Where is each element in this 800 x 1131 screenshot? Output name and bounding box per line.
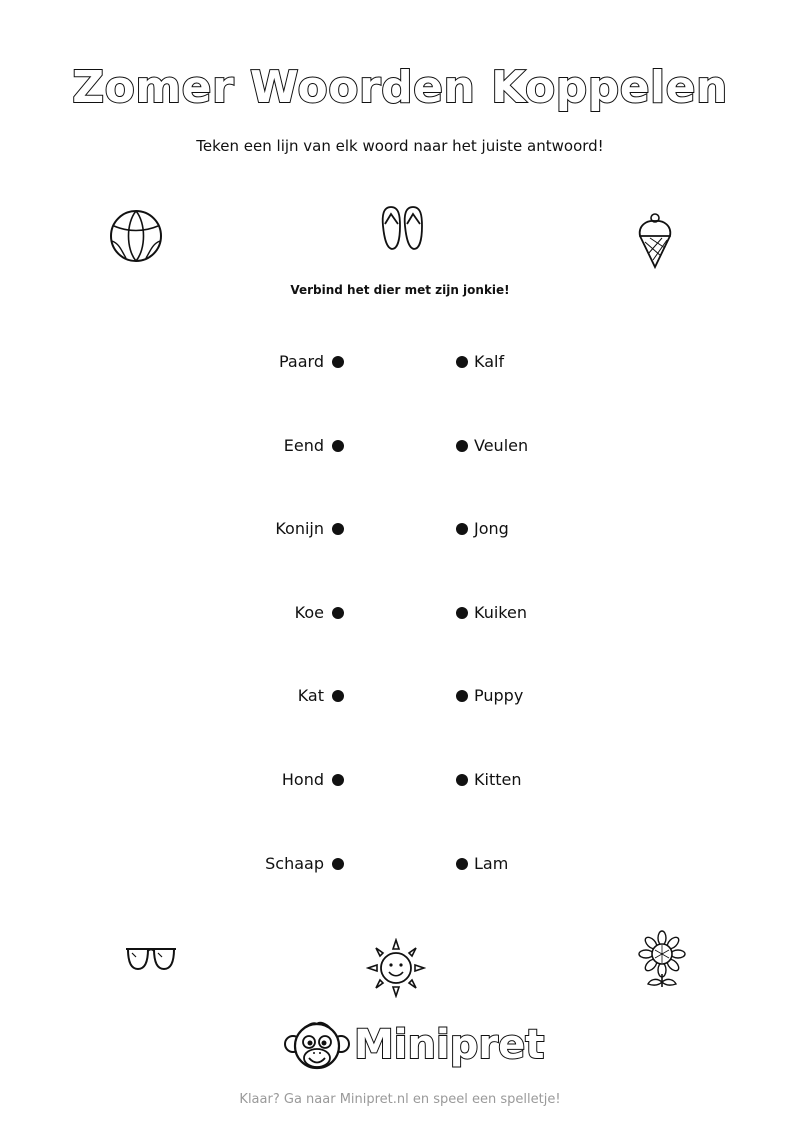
match-row (0, 434, 800, 458)
logo-text: Minipret (354, 1022, 545, 1068)
left-word: Eend (283, 436, 324, 455)
left-dot[interactable] (332, 774, 344, 786)
left-dot[interactable] (332, 690, 344, 702)
match-row (0, 517, 800, 541)
right-word: Puppy (474, 686, 524, 705)
subtitle: Teken een lijn van elk woord naar het juiste antwoord! (196, 137, 604, 155)
right-dot[interactable] (456, 858, 468, 870)
match-row (0, 684, 800, 708)
left-word: Hond (281, 770, 324, 789)
ice-cream-icon (634, 210, 676, 270)
right-dot[interactable] (456, 523, 468, 535)
beach-ball-icon (108, 208, 164, 264)
sunglasses-icon (124, 941, 178, 973)
minipret-logo (284, 1018, 545, 1078)
right-dot[interactable] (456, 440, 468, 452)
left-dot[interactable] (332, 523, 344, 535)
left-dot[interactable] (332, 356, 344, 368)
right-word: Lam (474, 854, 509, 873)
match-row (0, 350, 800, 374)
left-dot[interactable] (332, 858, 344, 870)
left-word: Konijn (275, 519, 324, 538)
instruction: Verbind het dier met zijn jonkie! (290, 283, 510, 297)
left-word: Koe (294, 603, 324, 622)
left-word: Kat (297, 686, 324, 705)
match-row (0, 852, 800, 876)
right-dot[interactable] (456, 774, 468, 786)
left-dot[interactable] (332, 440, 344, 452)
monkey-logo-icon (284, 1018, 350, 1078)
right-word: Veulen (474, 436, 529, 455)
left-dot[interactable] (332, 607, 344, 619)
flip-flops-icon (378, 204, 426, 252)
match-row (0, 768, 800, 792)
right-dot[interactable] (456, 690, 468, 702)
right-word: Jong (474, 519, 509, 538)
right-dot[interactable] (456, 356, 468, 368)
sun-icon (366, 938, 426, 998)
right-word: Kuiken (474, 603, 527, 622)
right-dot[interactable] (456, 607, 468, 619)
left-word: Paard (279, 352, 324, 371)
footer-text: Klaar? Ga naar Minipret.nl en speel een spelletje! (239, 1092, 561, 1107)
right-word: Kalf (474, 352, 505, 371)
match-row (0, 601, 800, 625)
right-word: Kitten (474, 770, 522, 789)
left-word: Schaap (265, 854, 324, 873)
page-title: Zomer Woorden Koppelen (72, 62, 728, 113)
sunflower-icon (638, 930, 686, 988)
